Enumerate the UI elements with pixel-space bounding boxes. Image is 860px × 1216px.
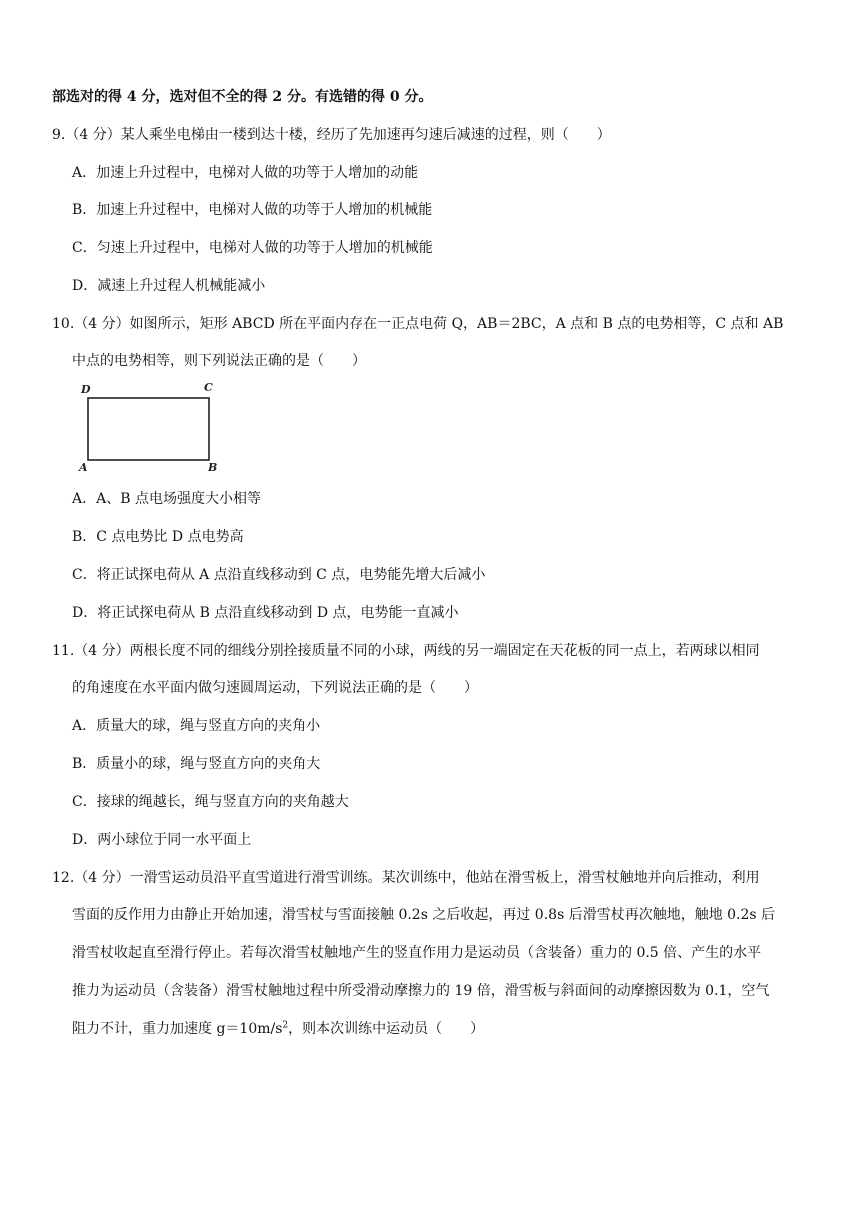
question-9-option-d: D．减速上升过程人机械能减小 xyxy=(72,278,266,294)
question-11-option-b: B．质量小的球，绳与竖直方向的夹角大 xyxy=(72,756,321,772)
question-10-option-c: C．将正试探电荷从 A 点沿直线移动到 C 点，电势能先增大后减小 xyxy=(72,567,486,583)
question-12-stem-line-1: 12.（4 分）一滑雪运动员沿平直雪道进行滑雪训练。某次训练中，他站在滑雪板上，滑雪杖触地并向后推动，利用 xyxy=(52,870,760,886)
exponent-superscript: 2 xyxy=(282,1020,289,1031)
rectangle-abcd-figure xyxy=(78,378,228,474)
question-12-line-5-text: 阻力不计，重力加速度 g＝10m/s xyxy=(72,1021,283,1037)
question-11-option-a: A．质量大的球，绳与竖直方向的夹角小 xyxy=(72,718,321,734)
question-9-option-b: B．加速上升过程中，电梯对人做的功等于人增加的机械能 xyxy=(72,202,433,218)
question-9-stem: 9.（4 分）某人乘坐电梯由一楼到达十楼，经历了先加速再匀速后减速的过程，则（ ） xyxy=(52,127,611,143)
section-note: 部选对的得 4 分，选对但不全的得 2 分。有选错的得 0 分。 xyxy=(52,89,433,105)
question-12-stem-line-5 xyxy=(72,1019,484,1039)
rectangle-abcd xyxy=(88,398,209,460)
question-12-stem-line-3: 滑雪杖收起直至滑行停止。若每次滑雪杖触地产生的竖直作用力是运动员（含装备）重力的 0.5 倍、产生的水平 xyxy=(72,945,762,961)
question-9-option-a: A．加速上升过程中，电梯对人做的功等于人增加的动能 xyxy=(72,165,419,181)
question-9-option-c: C．匀速上升过程中，电梯对人做的功等于人增加的机械能 xyxy=(72,240,433,256)
figure-label-b: B xyxy=(208,461,218,474)
figure-label-a: A xyxy=(79,461,88,474)
question-12-line-5-tail: ，则本次训练中运动员（ ） xyxy=(288,1021,485,1037)
question-11-option-c: C．接球的绳越长，绳与竖直方向的夹角越大 xyxy=(72,794,349,810)
question-11-stem-line-1: 11.（4 分）两根长度不同的细线分别拴接质量不同的小球，两线的另一端固定在天花板的同一点上，若两球以相同 xyxy=(52,643,760,659)
figure-label-c: C xyxy=(204,381,213,394)
question-10-stem-line-2: 中点的电势相等，则下列说法正确的是（ ） xyxy=(72,353,366,369)
figure-label-d: D xyxy=(81,383,91,396)
question-12-stem-line-4: 推力为运动员（含装备）滑雪杖触地过程中所受滑动摩擦力的 19 倍，滑雪板与斜面间的动摩擦因数为 0.1，空气 xyxy=(72,983,770,999)
question-11-option-d: D．两小球位于同一水平面上 xyxy=(72,832,252,848)
question-10-stem-line-1: 10.（4 分）如图所示，矩形 ABCD 所在平面内存在一正点电荷 Q，AB＝2BC，A 点和 B 点的电势相等，C 点和 AB xyxy=(52,316,784,332)
question-11-stem-line-2: 的角速度在水平面内做匀速圆周运动，下列说法正确的是（ ） xyxy=(72,680,478,696)
question-10-option-d: D．将正试探电荷从 B 点沿直线移动到 D 点，电势能一直减小 xyxy=(72,605,459,621)
question-10-option-b: B．C 点电势比 D 点电势高 xyxy=(72,529,244,545)
question-10-option-a: A．A、B 点电场强度大小相等 xyxy=(72,491,261,507)
question-12-stem-line-2: 雪面的反作用力由静止开始加速，滑雪杖与雪面接触 0.2s 之后收起，再过 0.8s 后滑雪杖再次触地，触地 0.2s 后 xyxy=(72,907,776,923)
